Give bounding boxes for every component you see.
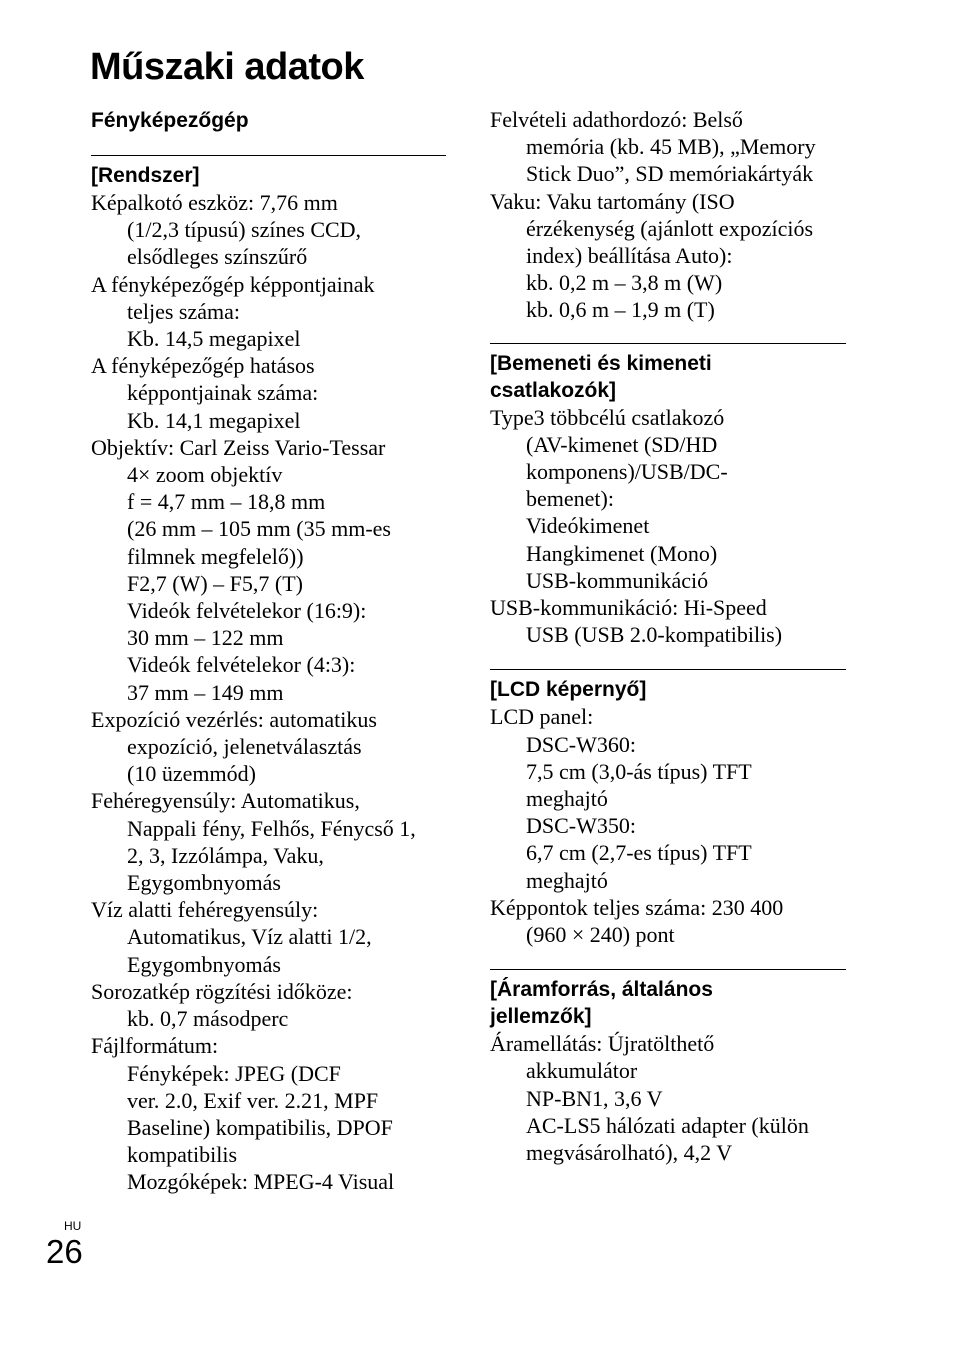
spec-item-line: LCD panel: — [490, 704, 594, 730]
spec-continuation-line: meghajtó — [526, 786, 608, 812]
spec-continuation-line: Kb. 14,5 megapixel — [127, 326, 301, 352]
spec-continuation-line: Automatikus, Víz alatti 1/2, — [127, 924, 372, 950]
spec-list — [490, 404, 846, 649]
spec-continuation-line: DSC-W350: — [526, 813, 636, 839]
language-label: HU — [64, 1219, 82, 1233]
spec-continuation-line: kb. 0,7 másodperc — [127, 1006, 289, 1032]
spec-continuation-line: (AV-kimenet (SD/HD — [526, 431, 718, 457]
spec-continuation-line: ver. 2.0, Exif ver. 2.21, MPF — [127, 1087, 379, 1113]
spec-continuation-line: (1/2,3 típusú) színes CCD, — [127, 217, 362, 243]
section-title — [490, 676, 846, 703]
section-divider — [490, 969, 846, 970]
spec-continuation-line: elsődleges színszűrő — [127, 244, 308, 270]
spec-list-rendszer-continued — [490, 106, 846, 324]
section-title-rendszer: [Rendszer] — [91, 164, 200, 187]
spec-item-line: A fényképezőgép hatásos — [91, 353, 315, 379]
spec-continuation-line: (10 üzemmód) — [127, 761, 256, 787]
spec-continuation-line: memória (kb. 45 MB), „Memory — [526, 134, 816, 160]
left-column — [91, 106, 446, 1196]
spec-continuation-line: Nappali fény, Felhős, Fénycső 1, — [127, 815, 416, 841]
spec-item-line: Felvételi adathordozó: Belső — [490, 107, 743, 132]
section-title-line: csatlakozók] — [490, 378, 617, 402]
spec-item-line: A fényképezőgép képpontjainak — [91, 271, 375, 297]
spec-item-line: Expozíció vezérlés: automatikus — [91, 706, 377, 732]
section-divider — [91, 155, 446, 156]
spec-continuation-line: képpontjainak száma: — [127, 380, 319, 406]
spec-continuation-line: expozíció, jelenetválasztás — [127, 734, 362, 760]
spec-item-line: Type3 többcélú csatlakozó — [490, 404, 725, 430]
spec-item-line: USB-kommunikáció: Hi-Speed — [490, 595, 767, 621]
spec-item-line: Sorozatkép rögzítési időköze: — [91, 978, 353, 1004]
spec-continuation-line: Videók felvételekor (4:3): — [127, 652, 356, 678]
spec-item-line: Fájlformátum: — [91, 1033, 219, 1059]
spec-continuation-line: F2,7 (W) – F5,7 (T) — [127, 570, 303, 596]
spec-continuation-line: teljes száma: — [127, 298, 241, 324]
spec-continuation-line: meghajtó — [526, 867, 608, 893]
spec-continuation-line: 2, 3, Izzólámpa, Vaku, — [127, 842, 324, 868]
section-title — [490, 350, 846, 404]
page-title: Műszaki adatok — [90, 46, 364, 88]
right-column — [490, 106, 846, 1166]
spec-continuation-line: Hangkimenet (Mono) — [526, 540, 718, 566]
spec-continuation-line: (26 mm – 105 mm (35 mm-es — [127, 516, 391, 542]
spec-continuation-line: kb. 0,2 m – 3,8 m (W) — [526, 270, 723, 296]
spec-continuation-line: 4× zoom objektív — [127, 462, 283, 488]
spec-continuation-line: 7,5 cm (3,0-ás típus) TFT — [526, 758, 752, 784]
spec-continuation-line: kb. 0,6 m – 1,9 m (T) — [526, 297, 715, 323]
spec-continuation-line: megvásárolható), 4,2 V — [526, 1140, 733, 1166]
spec-item-line: Objektív: Carl Zeiss Vario-Tessar — [91, 434, 386, 460]
spec-continuation-line: NP-BN1, 3,6 V — [526, 1085, 663, 1111]
spec-continuation-line: Stick Duo”, SD memóriakártyák — [526, 161, 814, 187]
spec-continuation-line: DSC-W360: — [526, 731, 636, 757]
spec-item-line: Képalkotó eszköz: 7,76 mm — [91, 190, 338, 215]
spec-continuation-line: komponens)/USB/DC- — [526, 459, 728, 485]
spec-continuation-line: 6,7 cm (2,7-es típus) TFT — [526, 840, 752, 866]
right-sections — [490, 343, 846, 1167]
spec-continuation-line: 30 mm – 122 mm — [127, 625, 284, 651]
section-divider — [490, 343, 846, 344]
spec-continuation-line: filmnek megfelelő)) — [127, 543, 304, 569]
section-divider — [490, 669, 846, 670]
spec-continuation-line: index) beállítása Auto): — [526, 243, 733, 269]
category-heading: Fényképezőgép — [91, 109, 249, 132]
spec-continuation-line: Fényképek: JPEG (DCF — [127, 1060, 341, 1086]
spec-continuation-line: Egygombnyomás — [127, 951, 281, 977]
spec-continuation-line: érzékenység (ajánlott expozíciós — [526, 215, 814, 241]
section-title-line: [Áramforrás, általános — [490, 978, 713, 1002]
section-title — [490, 976, 846, 1030]
spec-continuation-line: akkumulátor — [526, 1058, 638, 1084]
spec-item-line: Fehéregyensúly: Automatikus, — [91, 788, 360, 814]
spec-continuation-line: Baseline) kompatibilis, DPOF — [127, 1114, 393, 1140]
spec-continuation-line: kompatibilis — [127, 1142, 237, 1168]
spec-continuation-line: USB-kommunikáció — [526, 567, 709, 593]
spec-continuation-line: bemenet): — [526, 486, 614, 512]
spec-continuation-line: (960 × 240) pont — [526, 922, 675, 948]
spec-item-line: Áramellátás: Újratölthető — [490, 1031, 715, 1057]
section-title-line: [Bemeneti és kimeneti — [490, 351, 712, 375]
spec-item-line: Víz alatti fehéregyensúly: — [91, 897, 319, 923]
spec-continuation-line: Mozgóképek: MPEG-4 Visual — [127, 1169, 395, 1195]
spec-continuation-line: Videókimenet — [526, 513, 650, 539]
spec-list-rendszer — [91, 189, 446, 1196]
spec-continuation-line: AC-LS5 hálózati adapter (külön — [526, 1112, 809, 1138]
spec-continuation-line: Egygombnyomás — [127, 870, 281, 896]
spec-list — [490, 1030, 846, 1166]
spec-continuation-line: Kb. 14,1 megapixel — [127, 407, 301, 433]
spec-continuation-line: USB (USB 2.0-kompatibilis) — [526, 622, 783, 648]
spec-continuation-line: 37 mm – 149 mm — [127, 679, 284, 705]
section-title-line: jellemzők] — [490, 1005, 592, 1029]
spec-item-line: Vaku: Vaku tartomány (ISO — [490, 188, 735, 214]
page-number: 26 — [46, 1233, 83, 1270]
spec-continuation-line: f = 4,7 mm – 18,8 mm — [127, 489, 326, 515]
spec-list — [490, 703, 846, 948]
spec-continuation-line: Videók felvételekor (16:9): — [127, 598, 367, 624]
section-title-line: [LCD képernyő] — [490, 678, 647, 702]
spec-item-line: Képpontok teljes száma: 230 400 — [490, 894, 784, 920]
